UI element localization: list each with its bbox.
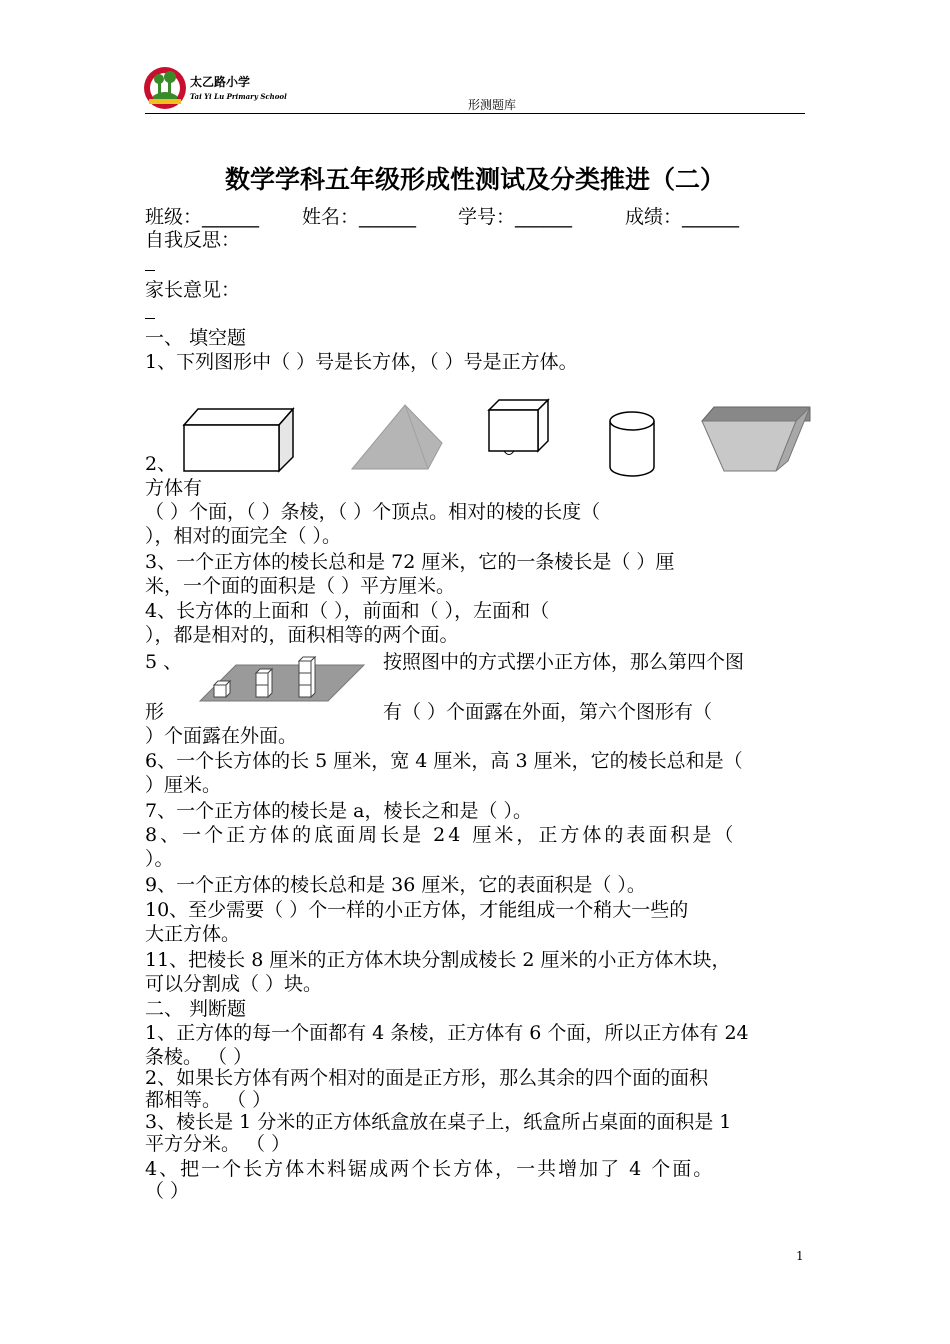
parent-blank (145, 318, 155, 319)
question-5-line2: 有（ ）个面露在外面，第六个图形有（ (383, 701, 713, 723)
question-6-line2: ）厘米。 (145, 774, 222, 796)
figure-cube-stacks (198, 653, 366, 703)
question-1: 1、下列图形中（ ）号是长方体，（ ）号是正方体。 (145, 351, 578, 373)
judgement-4-line2: （ ） (145, 1180, 190, 1202)
judgement-2-line2: 都相等。 （ ） (145, 1089, 272, 1111)
question-3-line2: 米，一个面的面积是（ ）平方厘米。 (145, 575, 456, 597)
page-number: 1 (796, 1249, 804, 1263)
header-bank-label: 形测题库 (468, 98, 517, 112)
question-6-line1: 6、一个长方体的长 5 厘米，宽 4 厘米，高 3 厘米，它的棱长总和是（ (145, 750, 743, 772)
question-5-number: 5 、 (145, 651, 183, 673)
name-field: 姓名：______ (302, 206, 417, 228)
page-title: 数学学科五年级形成性测试及分类推进（二） (224, 165, 725, 194)
question-11-line2: 可以分割成（ ）块。 (145, 973, 323, 995)
section-true-false: 二、 判断题 (145, 998, 247, 1020)
header-rule (145, 113, 805, 114)
school-logo (143, 66, 187, 110)
judgement-3-line1: 3、棱长是 1 分米的正方体纸盒放在桌子上，纸盒所占桌面的面积是 1 (145, 1111, 732, 1133)
judgement-3-line2: 平方分米。 （ ） (145, 1133, 291, 1155)
section-fill-in: 一、 填空题 (145, 327, 247, 349)
school-name: 太乙路小学 (190, 75, 251, 89)
question-8-line2: ）。 (145, 848, 174, 870)
parent-opinion-label: 家长意见： (145, 279, 241, 301)
question-10-line1: 10、至少需要（ ）个一样的小正方体，才能组成一个稍大一些的 (145, 899, 689, 921)
score-field: 成绩：______ (625, 206, 740, 228)
question-3-line1: 3、一个正方体的棱长总和是 72 厘米，它的一条棱长是（ ）厘 (145, 551, 675, 573)
judgement-4-line1: 4、把一个长方体木料锯成两个长方体，一共增加了 4 个面。 (145, 1158, 715, 1180)
question-5-line3: ）个面露在外面。 (145, 725, 298, 747)
question-9: 9、一个正方体的棱长总和是 36 厘米，它的表面积是（ ）。 (145, 874, 646, 896)
reflection-blank (145, 270, 155, 271)
question-2-line2: （ ）个面，（ ）条棱，（ ）个顶点。相对的棱的长度（ (145, 501, 601, 523)
school-name-en: Tai Yi Lu Primary School (190, 92, 287, 101)
class-field: 班级：______ (145, 206, 260, 228)
question-8-line1: 8、一个正方体的底面周长是 24 厘米，正方体的表面积是（ (145, 824, 737, 846)
judgement-2-line1: 2、如果长方体有两个相对的面是正方形，那么其余的四个面的面积 (145, 1067, 709, 1089)
question-4-line1: 4、长方体的上面和（ ），前面和（ ），左面和（ (145, 600, 550, 622)
question-2-line3: ），相对的面完全（ ）。 (145, 525, 342, 547)
question-2-number: 2、 (145, 453, 177, 475)
judgement-1-line1: 1、正方体的每一个面都有 4 条棱，正方体有 6 个面，所以正方体有 24 (145, 1022, 749, 1044)
question-2-line1: 方体有 (145, 477, 203, 499)
self-reflection-label: 自我反思： (145, 229, 241, 251)
question-10-line2: 大正方体。 (145, 923, 241, 945)
question-11-line1: 11、把棱长 8 厘米的正方体木块分割成棱长 2 厘米的小正方体木块， (145, 949, 731, 971)
question-5-line1: 按照图中的方式摆小正方体，那么第四个图 (383, 651, 745, 673)
question-7: 7、一个正方体的棱长是 a，棱长之和是（ ）。 (145, 800, 532, 822)
student-number-field: 学号：______ (458, 206, 573, 228)
judgement-1-line2: 条棱。 （ ） (145, 1046, 253, 1068)
question-5-figure-word: 形 (145, 701, 165, 723)
question-4-line2: ），都是相对的，面积相等的两个面。 (145, 624, 459, 646)
figure-cube (487, 398, 551, 458)
